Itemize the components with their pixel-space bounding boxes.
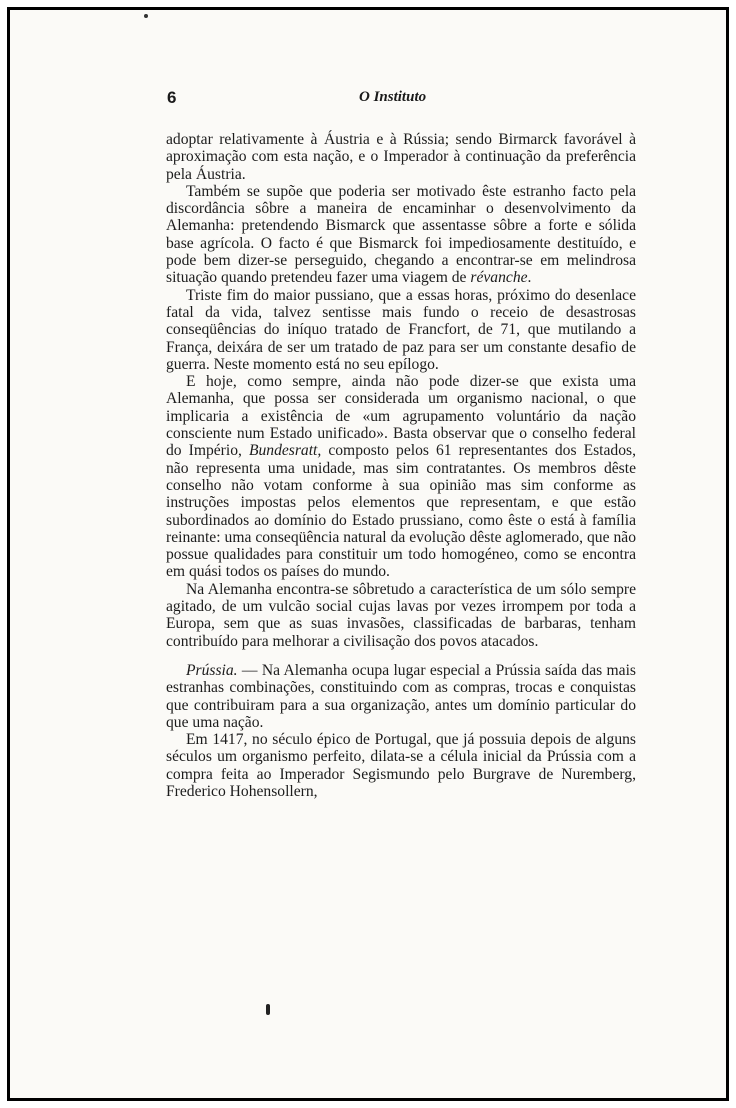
page-number: 6	[167, 88, 177, 107]
paragraph: Triste fim do maior pussiano, que a essas horas, próximo do desenlace fatal da vida, talvez sentisse mais fundo o receio de desastrosas conseqüências do iníquo tratado de Francfort, de 71, que mutilando a França, deixára de ser um tratado de paz para ser um constante desafio de guerra. Neste momento está no seu epílogo.	[166, 286, 636, 373]
ink-speck	[144, 14, 148, 18]
section-title: Prússia.	[186, 661, 238, 679]
footer-mark	[266, 1004, 270, 1015]
page-header	[167, 88, 667, 112]
paragraph: Na Alemanha encontra-se sôbretudo a característica de um sólo sempre agitado, de um vulcão social cujas lavas por vezes irrompem por toda a Europa, sem que as suas invasões, classificadas de barbaras, tenham contribuído para melhorar a civilisação dos povos atacados.	[166, 580, 636, 650]
paragraph: Também se supõe que poderia ser motivado êste estranho facto pela discordância sôbre a maneira de encaminhar o desenvolvimento da Alemanha: pretendendo Bismarck que assentasse sôbre a forte e sólida base agrícola. O facto é que Bismarck foi impediosamente destituído, e pode bem dizer-se perseguido, chegando a encontrar-se em melindrosa situação quando pretendeu fazer uma viagem de révanche.	[166, 182, 636, 287]
paragraph: E hoje, como sempre, ainda não pode dizer-se que exista uma Alemanha, que possa ser considerada um organismo nacional, o que implicaria a existência de «um agrupamento voluntário da nação consciente num Estado unificado». Basta observar que o conselho federal do Império, Bundesratt, composto pelos 61 representantes dos Estados, não representa uma unidade, mas sim contratantes. Os membros dêste conselho não votam conforme à sua opinião mas sim conforme as instruções impostas pelos elementos que representam, e que estão subordinados ao domínio do Estado prussiano, como êste o está à família reinante: uma conseqüência natural da evolução dêste aglomerado, que não possue qualidades para constituir um todo homogéneo, como se encontra em quási todos os países do mundo.	[166, 373, 636, 581]
running-title: O Instituto	[359, 89, 427, 105]
paragraph: Em 1417, no século épico de Portugal, que já possuia depois de alguns séculos um organismo perfeito, dilata-se a célula inicial da Prússia com a compra feita ao Imperador Segismundo pelo Burgrave de Nuremberg, Frederico Hohensollern,	[166, 731, 636, 800]
italic-term: révanche	[470, 269, 528, 287]
body-text	[166, 131, 636, 800]
paragraph: adoptar relativamente à Áustria e à Rússia; sendo Birmarck favorável à aproximação com esta nação, e o Imperador à continuação da preferência pela Áustria.	[166, 131, 636, 183]
section-paragraph: Prússia. — Na Alemanha ocupa lugar especial a Prússia saída das mais estranhas combinações, constituindo com as compras, trocas e conquistas que contribuiram para a sua organização, antes um domínio particular do que uma nação.	[166, 661, 636, 731]
italic-term: Bundesratt,	[248, 442, 322, 460]
